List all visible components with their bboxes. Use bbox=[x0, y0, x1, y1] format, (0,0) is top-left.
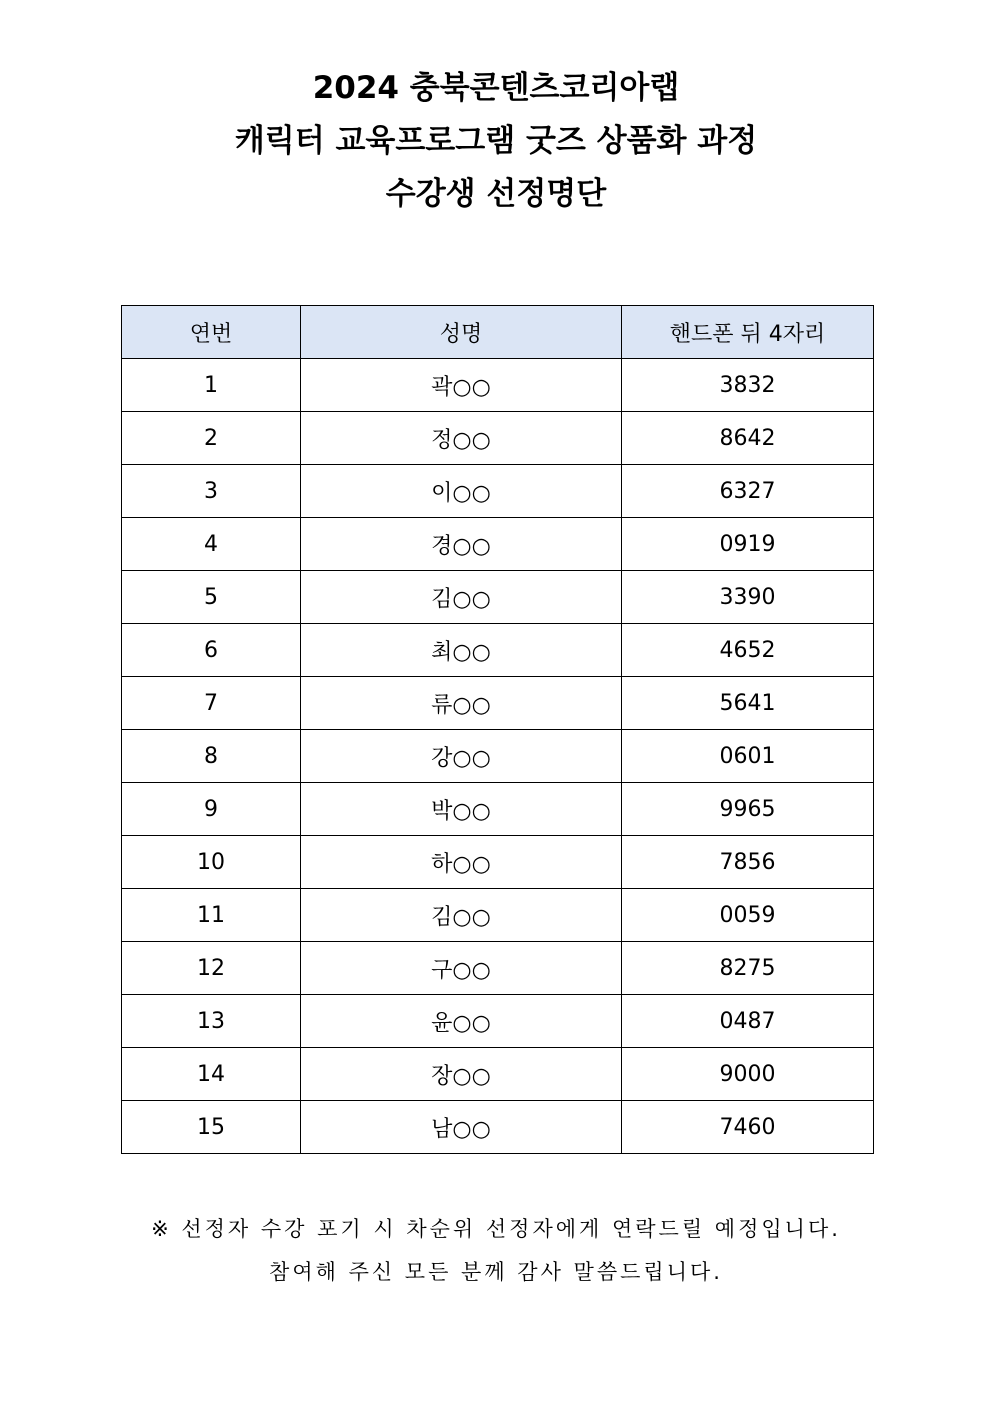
row-number: 10 bbox=[122, 836, 301, 889]
row-number: 14 bbox=[122, 1048, 301, 1101]
row-phone-last4: 0601 bbox=[622, 730, 874, 783]
table-row bbox=[122, 571, 874, 624]
notice-line-1: ※ 선정자 수강 포기 시 차순위 선정자에게 연락드릴 예정입니다. bbox=[151, 1217, 841, 1241]
row-name: 강○○ bbox=[301, 730, 622, 783]
row-name: 류○○ bbox=[301, 677, 622, 730]
row-number: 11 bbox=[122, 889, 301, 942]
row-number: 2 bbox=[122, 412, 301, 465]
table-row bbox=[122, 1101, 874, 1154]
row-number: 5 bbox=[122, 571, 301, 624]
row-phone-last4: 8275 bbox=[622, 942, 874, 995]
row-number: 13 bbox=[122, 995, 301, 1048]
table-row bbox=[122, 677, 874, 730]
row-name: 구○○ bbox=[301, 942, 622, 995]
row-phone-last4: 0059 bbox=[622, 889, 874, 942]
row-name: 이○○ bbox=[301, 465, 622, 518]
row-name: 경○○ bbox=[301, 518, 622, 571]
row-number: 6 bbox=[122, 624, 301, 677]
row-name: 하○○ bbox=[301, 836, 622, 889]
row-name: 윤○○ bbox=[301, 995, 622, 1048]
title-line-3: 수강생 선정명단 bbox=[385, 176, 607, 212]
row-phone-last4: 3832 bbox=[622, 359, 874, 412]
notice-line-2: 참여해 주신 모든 분께 감사 말씀드립니다. bbox=[269, 1260, 723, 1284]
header-name: 성명 bbox=[301, 306, 622, 359]
row-number: 3 bbox=[122, 465, 301, 518]
row-name: 김○○ bbox=[301, 571, 622, 624]
table-row bbox=[122, 783, 874, 836]
row-phone-last4: 7856 bbox=[622, 836, 874, 889]
row-name: 박○○ bbox=[301, 783, 622, 836]
row-phone-last4: 9965 bbox=[622, 783, 874, 836]
row-phone-last4: 9000 bbox=[622, 1048, 874, 1101]
row-number: 1 bbox=[122, 359, 301, 412]
table-row bbox=[122, 730, 874, 783]
table-row bbox=[122, 836, 874, 889]
row-name: 최○○ bbox=[301, 624, 622, 677]
table-row bbox=[122, 889, 874, 942]
row-number: 8 bbox=[122, 730, 301, 783]
row-number: 4 bbox=[122, 518, 301, 571]
header-number: 연번 bbox=[122, 306, 301, 359]
table-row bbox=[122, 359, 874, 412]
row-name: 곽○○ bbox=[301, 359, 622, 412]
table-row bbox=[122, 995, 874, 1048]
row-phone-last4: 3390 bbox=[622, 571, 874, 624]
table-row bbox=[122, 518, 874, 571]
title-line-1: 2024 충북콘텐츠코리아랩 bbox=[312, 70, 680, 106]
row-phone-last4: 0919 bbox=[622, 518, 874, 571]
table-row bbox=[122, 624, 874, 677]
row-phone-last4: 8642 bbox=[622, 412, 874, 465]
title-line-2: 캐릭터 교육프로그램 굿즈 상품화 과정 bbox=[234, 123, 758, 159]
row-number: 9 bbox=[122, 783, 301, 836]
table-row bbox=[122, 1048, 874, 1101]
row-name: 장○○ bbox=[301, 1048, 622, 1101]
selection-roster-table bbox=[121, 305, 874, 1154]
table-row bbox=[122, 412, 874, 465]
document-title bbox=[0, 62, 992, 221]
row-phone-last4: 5641 bbox=[622, 677, 874, 730]
table-header-row bbox=[122, 306, 874, 359]
row-phone-last4: 7460 bbox=[622, 1101, 874, 1154]
table-row bbox=[122, 942, 874, 995]
row-name: 정○○ bbox=[301, 412, 622, 465]
row-phone-last4: 4652 bbox=[622, 624, 874, 677]
notice-text bbox=[0, 1208, 992, 1294]
row-number: 15 bbox=[122, 1101, 301, 1154]
row-number: 12 bbox=[122, 942, 301, 995]
row-name: 김○○ bbox=[301, 889, 622, 942]
row-number: 7 bbox=[122, 677, 301, 730]
row-phone-last4: 6327 bbox=[622, 465, 874, 518]
table-row bbox=[122, 465, 874, 518]
row-phone-last4: 0487 bbox=[622, 995, 874, 1048]
row-name: 남○○ bbox=[301, 1101, 622, 1154]
header-phone-last4: 핸드폰 뒤 4자리 bbox=[622, 306, 874, 359]
